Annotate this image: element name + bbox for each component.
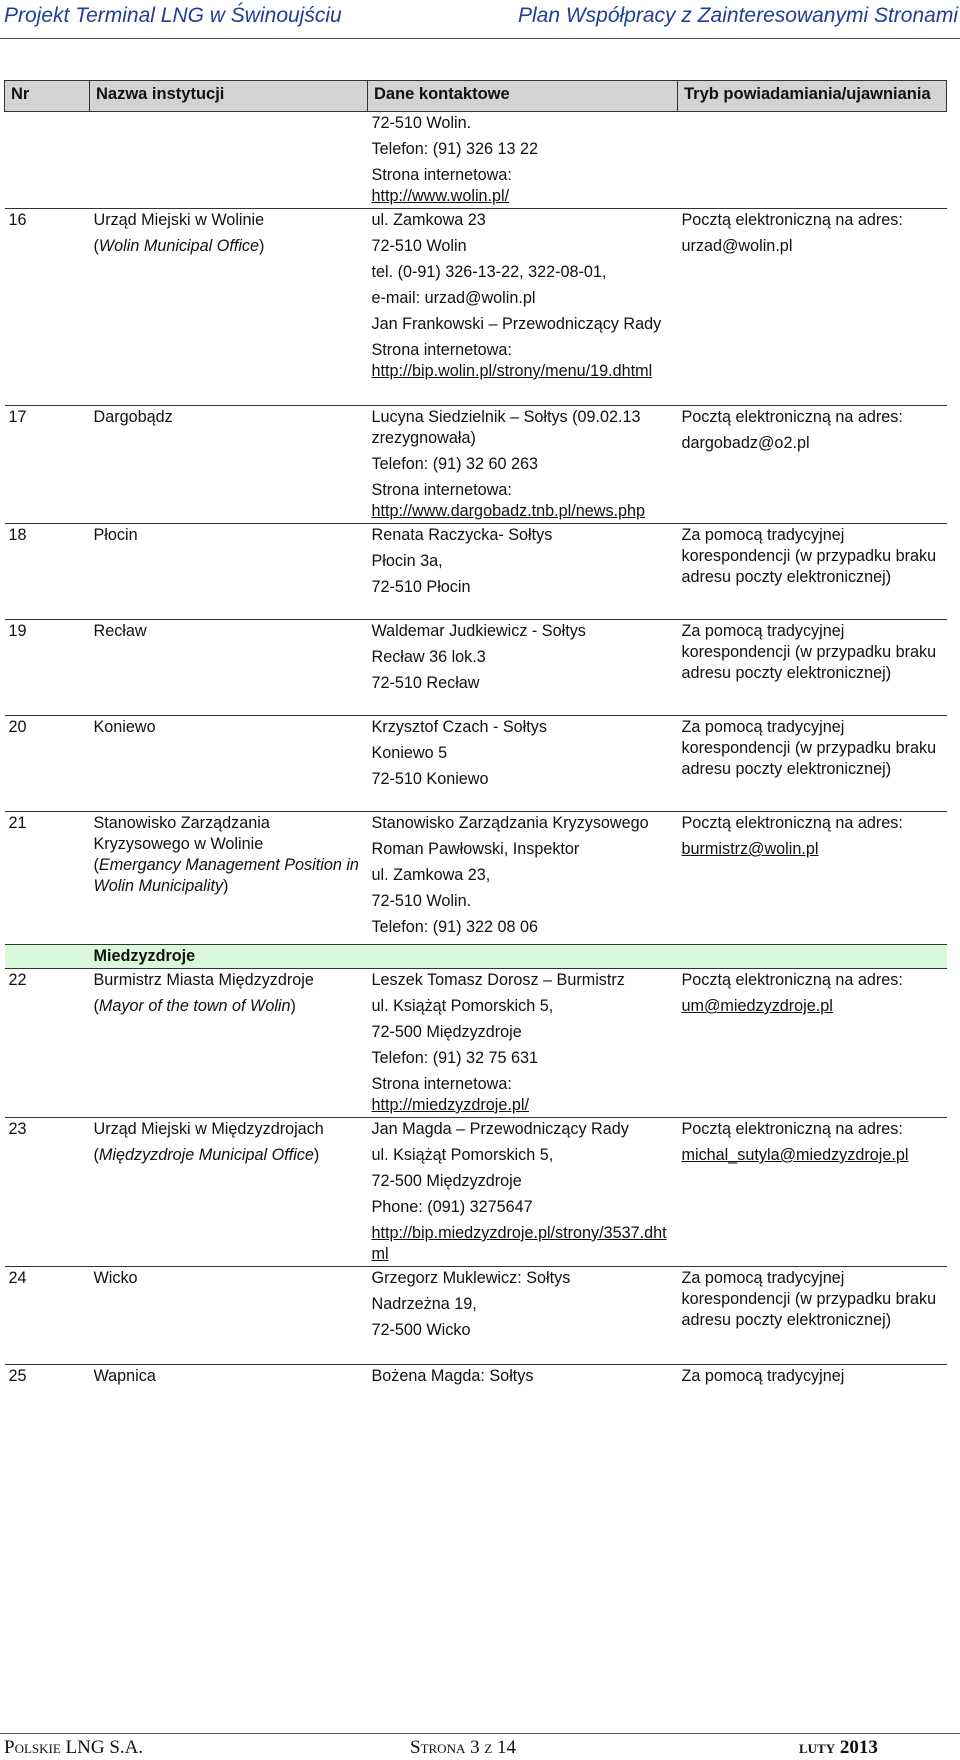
contact-cell: Krzysztof Czach - Sołtys Koniewo 5 72-510 Koniewo (368, 716, 678, 792)
email-address[interactable]: michal_sutyla@miedzyzdroje.pl (681, 1146, 909, 1164)
table-row (5, 716, 947, 792)
row-number: 25 (5, 1365, 90, 1389)
institution-name: Stanowisko Zarządzania Kryzysowego w Wolinie (Emergancy Management Position in Wolin Municipality) (90, 812, 368, 945)
col-header-name: Nazwa instytucji (90, 81, 368, 112)
institutions-table (4, 80, 947, 1388)
email-address: dargobadz@o2.pl (681, 434, 810, 452)
notification-mode: Pocztą elektroniczną na adres: burmistrz@wolin.pl (678, 812, 947, 945)
row-number: 20 (5, 716, 90, 792)
notification-mode: Pocztą elektroniczną na adres: um@miedzyzdroje.pl (678, 969, 947, 1118)
contact-cell: Stanowisko Zarządzania Kryzysowego Roman Pawłowski, Inspektor ul. Zamkowa 23, 72-510 Wolin. Telefon: (91) 322 08 06 (368, 812, 678, 945)
table-row (5, 406, 947, 524)
institution-name: Dargobądz (90, 406, 368, 524)
header-rule (0, 38, 960, 39)
page-header (0, 0, 960, 40)
table-row (5, 112, 947, 209)
contact-cell: Waldemar Judkiewicz - Sołtys Recław 36 lok.3 72-510 Recław (368, 620, 678, 696)
email-address[interactable]: burmistrz@wolin.pl (681, 840, 819, 858)
notification-mode: Za pomocą tradycyjnej korespondencji (w przypadku braku adresu poczty elektronicznej) (678, 716, 947, 792)
institution-name: Wicko (90, 1267, 368, 1343)
contact-cell: Grzegorz Muklewicz: Sołtys Nadrzeżna 19, 72-500 Wicko (368, 1267, 678, 1343)
table-row (5, 1267, 947, 1343)
table-header-row (5, 81, 947, 112)
footer-rule (0, 1733, 960, 1734)
email-address[interactable]: um@miedzyzdroje.pl (681, 997, 833, 1015)
institution-name: Urząd Miejski w Wolinie (Wolin Municipal Office) (90, 209, 368, 384)
institution-name: Wapnica (90, 1365, 368, 1389)
institution-name: Koniewo (90, 716, 368, 792)
row-number: 18 (5, 524, 90, 600)
institution-name: Płocin (90, 524, 368, 600)
col-header-contact: Dane kontaktowe (368, 81, 678, 112)
row-number: 24 (5, 1267, 90, 1343)
institution-name: Urząd Miejski w Międzyzdrojach (Międzyzdroje Municipal Office) (90, 1118, 368, 1267)
notification-mode: Pocztą elektroniczną na adres: michal_sutyla@miedzyzdroje.pl (678, 1118, 947, 1267)
table-row (5, 1365, 947, 1389)
header-document-title: Plan Współpracy z Zainteresowanymi Stronami (518, 4, 958, 27)
table-row (5, 812, 947, 945)
contact-cell: 72-510 Wolin. Telefon: (91) 326 13 22 Strona internetowa: http://www.wolin.pl/ (368, 112, 678, 209)
col-header-mode: Tryb powiadamiania/ujawniania (678, 81, 947, 112)
contact-cell: ul. Zamkowa 23 72-510 Wolin tel. (0-91) 326-13-22, 322-08-01, e-mail: urzad@wolin.pl Jan Frankowski – Przewodniczący Rady Strona internetowa: http://bip.wolin.pl/strony/menu/19.dhtml (368, 209, 678, 384)
notification-mode: Pocztą elektroniczną na adres: urzad@wolin.pl (678, 209, 947, 384)
col-header-nr: Nr (5, 81, 90, 112)
contact-cell: Lucyna Siedzielnik – Sołtys (09.02.13 zrezygnowała) Telefon: (91) 32 60 263 Strona internetowa: http://www.dargobadz.tnb.pl/news.php (368, 406, 678, 524)
website-link[interactable]: http://miedzyzdroje.pl/ (371, 1096, 529, 1114)
footer-date: luty 2013 (799, 1737, 878, 1758)
institution-name: Recław (90, 620, 368, 696)
row-number: 23 (5, 1118, 90, 1267)
website-link[interactable]: http://bip.wolin.pl/strony/menu/19.dhtml (371, 362, 653, 380)
header-project-title: Projekt Terminal LNG w Świnoujściu (4, 4, 342, 27)
footer-company: Polskie LNG S.A. (4, 1737, 144, 1758)
notification-mode: Za pomocą tradycyjnej (678, 1365, 947, 1389)
notification-mode: Za pomocą tradycyjnej korespondencji (w przypadku braku adresu poczty elektronicznej) (678, 1267, 947, 1343)
notification-mode: Pocztą elektroniczną na adres: dargobadz@o2.pl (678, 406, 947, 524)
table-row (5, 524, 947, 600)
email-address: urzad@wolin.pl (681, 237, 793, 255)
row-number: 21 (5, 812, 90, 945)
row-number: 19 (5, 620, 90, 696)
row-number: 22 (8, 971, 27, 989)
contact-cell: Bożena Magda: Sołtys (368, 1365, 678, 1389)
row-number: 17 (5, 406, 90, 524)
institution-name: Burmistrz Miasta Międzyzdroje (Mayor of the town of Wolin) (93, 971, 314, 1015)
notification-mode: Za pomocą tradycyjnej korespondencji (w przypadku braku adresu poczty elektronicznej) (678, 620, 947, 696)
contact-cell: Leszek Tomasz Dorosz – Burmistrz ul. Książąt Pomorskich 5, 72-500 Międzyzdroje Telefon: (91) 32 75 631 Strona internetowa: http://miedzyzdroje.pl/ (368, 969, 678, 1118)
contact-cell: Renata Raczycka- Sołtys Płocin 3a, 72-510 Płocin (368, 524, 678, 600)
table-row (5, 1118, 947, 1267)
footer-page-number: Strona 3 z 14 (410, 1737, 517, 1758)
section-row-miedzyzdroje (5, 945, 947, 969)
website-link[interactable]: http://www.dargobadz.tnb.pl/news.php (371, 502, 646, 520)
website-link[interactable]: http://bip.miedzyzdroje.pl/strony/3537.dhtml (371, 1224, 667, 1263)
contact-cell: Jan Magda – Przewodniczący Rady ul. Książąt Pomorskich 5, 72-500 Międzyzdroje Phone: (091) 3275647 http://bip.miedzyzdroje.pl/strony/3537.dhtml (368, 1118, 678, 1267)
table-row (5, 620, 947, 696)
section-title: Miedzyzdroje (90, 945, 947, 969)
website-link[interactable]: http://www.wolin.pl/ (371, 187, 510, 205)
row-number: 16 (5, 209, 90, 384)
notification-mode: Za pomocą tradycyjnej korespondencji (w przypadku braku adresu poczty elektronicznej) (678, 524, 947, 600)
table-row (5, 209, 947, 384)
table-row (5, 969, 947, 1118)
